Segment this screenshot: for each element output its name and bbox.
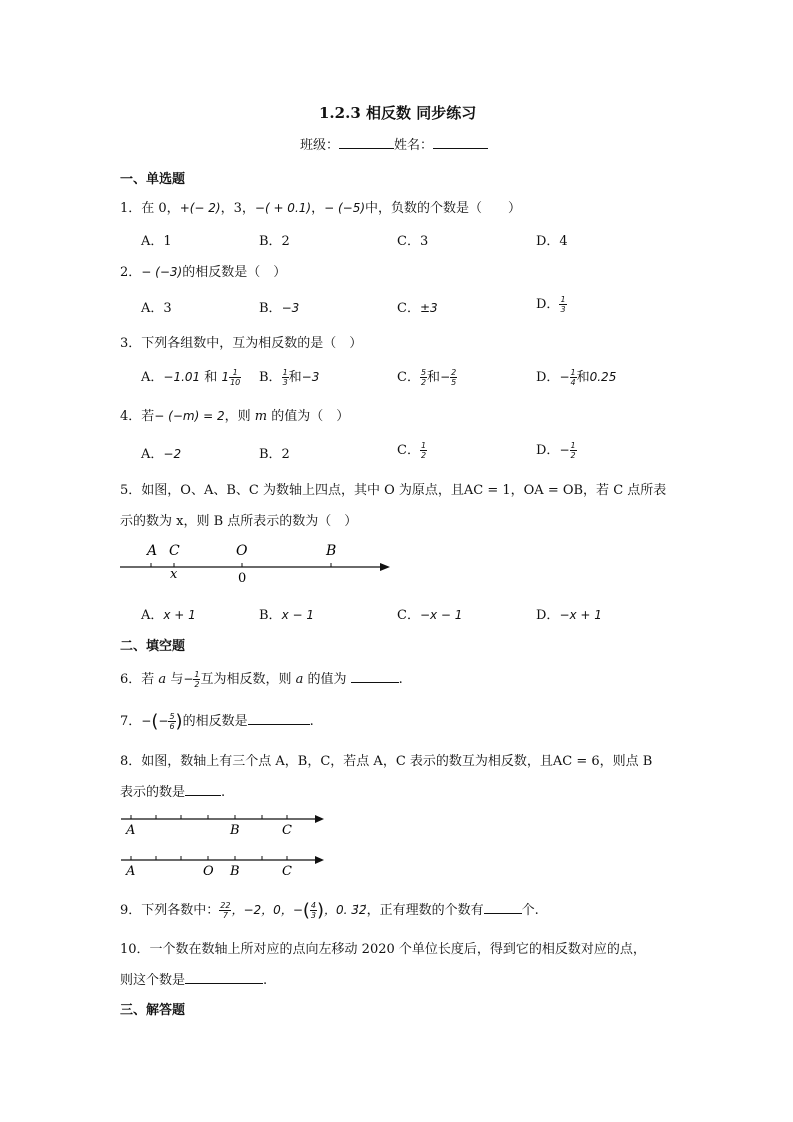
- math-expression: − (−3): [141, 265, 183, 279]
- q4-option-d[interactable]: [536, 439, 577, 460]
- question-3: [120, 332, 362, 351]
- question-text: 互为相反数，则: [200, 672, 296, 687]
- numerator: 5: [169, 712, 175, 721]
- option-value: −x − 1: [419, 608, 463, 622]
- option-value: −x + 1: [559, 608, 602, 622]
- q2-option-d[interactable]: [536, 293, 567, 314]
- numerator: 1: [420, 441, 427, 450]
- question-number: 6．: [120, 672, 142, 687]
- question-text: 一个数在数轴上所对应的点向左移动 2020 个单位长度后，得到它的相反数对应的点，: [149, 942, 646, 957]
- question-text: 的值为: [303, 672, 351, 687]
- option-label: D．: [536, 608, 560, 623]
- question-10: [120, 938, 646, 957]
- answer-blank[interactable]: [185, 783, 221, 796]
- variable: m: [254, 409, 268, 424]
- question-8-line2: [120, 781, 225, 800]
- numerator: 1: [570, 441, 576, 450]
- math-expression: − (−5): [324, 201, 366, 215]
- fraction: [570, 368, 577, 387]
- q2-option-c[interactable]: [397, 297, 438, 316]
- section-heading-fill-blank: 二、填空题: [120, 639, 186, 654]
- question-7: [120, 710, 314, 732]
- number-line-2: [121, 856, 324, 879]
- answer-blank[interactable]: [484, 901, 522, 914]
- question-text: 的相反数是（ ）: [182, 265, 287, 280]
- fraction: [570, 441, 577, 460]
- q3-option-a[interactable]: [141, 366, 241, 387]
- q3-option-c[interactable]: [397, 366, 457, 387]
- numerator: 1: [229, 368, 241, 378]
- fraction: [282, 368, 289, 387]
- point-label-c: C: [169, 543, 180, 559]
- paren-close: ): [175, 711, 183, 732]
- point-label-c: C: [282, 864, 292, 879]
- option-value: −2: [163, 447, 182, 461]
- option-value: x − 1: [281, 608, 314, 622]
- math-expression: − (−m) = 2: [154, 409, 225, 423]
- point-label-c: C: [282, 823, 292, 838]
- numerator: 22: [220, 901, 231, 910]
- name-label: 姓名：: [394, 138, 434, 153]
- q1-option-a[interactable]: A．1: [141, 234, 172, 249]
- question-text: 若: [141, 409, 155, 424]
- option-value: x + 1: [163, 608, 196, 622]
- option-label: B．: [259, 301, 282, 316]
- value-label-x: x: [170, 567, 178, 582]
- denominator: 3: [310, 911, 316, 920]
- question-text: 在 0，: [141, 201, 180, 216]
- question-text: 下列各组数中，互为相反数的是（ ）: [141, 336, 363, 351]
- question-number: 1．: [120, 201, 142, 216]
- question-4: [120, 405, 349, 424]
- number-line-1: [121, 815, 324, 838]
- question-9: [120, 899, 539, 921]
- question-number: 7．: [120, 714, 142, 729]
- q3-option-d[interactable]: [536, 366, 616, 387]
- math-expression: +(− 2): [179, 201, 221, 215]
- denominator: 5: [451, 378, 457, 387]
- q3-option-b[interactable]: [259, 366, 319, 387]
- section-heading-answer: 三、解答题: [120, 1003, 186, 1018]
- question-text: 表示的数是: [120, 785, 186, 800]
- option-label: A．: [141, 370, 164, 385]
- option-value: 0.25: [589, 370, 617, 384]
- period: .: [309, 714, 314, 729]
- numerator: 2: [451, 368, 457, 377]
- question-8: [120, 750, 652, 769]
- option-text: 和: [200, 370, 222, 385]
- point-label-a: A: [126, 864, 136, 879]
- numerator: 1: [560, 295, 566, 304]
- fraction: [559, 295, 566, 314]
- denominator: 3: [560, 305, 566, 314]
- question-text: ，则: [224, 409, 255, 424]
- answer-blank[interactable]: [351, 670, 399, 683]
- denominator: 10: [230, 378, 241, 387]
- question-text: 则这个数是: [120, 973, 186, 988]
- question-10-line2: [120, 969, 267, 988]
- page-title: 1.2.3 相反数 同步练习: [319, 104, 477, 122]
- option-value: 1: [221, 370, 230, 384]
- question-2: [120, 261, 286, 280]
- question-number: 10．: [120, 942, 150, 957]
- name-blank[interactable]: [433, 136, 488, 149]
- option-text: 和: [576, 370, 590, 385]
- minus-sign: −: [559, 443, 570, 457]
- math-expression: −( + 0.1): [254, 201, 312, 215]
- numerator: 5: [420, 368, 427, 377]
- q5-option-a[interactable]: [141, 604, 196, 623]
- minus-sign: −: [141, 714, 152, 728]
- question-text: ，3，: [220, 201, 255, 216]
- question-6: [120, 668, 403, 689]
- q4-option-a[interactable]: [141, 443, 181, 462]
- option-label: D．: [536, 443, 560, 458]
- paren-open: (: [151, 711, 159, 732]
- minus-sign: −: [559, 370, 570, 384]
- number-lines-q8: [118, 810, 338, 882]
- numerator: 4: [310, 901, 316, 910]
- denominator: 2: [570, 451, 576, 460]
- minus-sign: −: [158, 714, 169, 728]
- point-label-o: O: [203, 864, 214, 879]
- class-blank[interactable]: [339, 136, 394, 149]
- number-list: ，−2，0，: [231, 903, 293, 917]
- minus-sign: −: [292, 903, 303, 917]
- period: .: [263, 973, 268, 988]
- class-label: 班级：: [300, 138, 340, 153]
- denominator: 6: [169, 722, 175, 731]
- option-value: −1.01: [163, 370, 201, 384]
- option-text: 和: [427, 370, 441, 385]
- question-text: ，正有理数的个数有: [366, 903, 484, 918]
- numerator: 1: [282, 368, 288, 377]
- question-text: 如图，数轴上有三个点 A，B，C，若点 A，C 表示的数互为相反数，且AC = 6，则点 B: [141, 754, 653, 769]
- period: .: [398, 672, 403, 687]
- question-text: ，: [311, 201, 325, 216]
- point-label-b: B: [230, 823, 240, 838]
- numerator: 1: [570, 368, 576, 377]
- option-label: A．: [141, 608, 164, 623]
- number-line-q5: [118, 538, 398, 588]
- q1-option-b[interactable]: B．2: [259, 234, 290, 249]
- section-heading-single-choice: 一、单选题: [120, 172, 186, 187]
- question-text: 个.: [521, 903, 539, 918]
- denominator: 2: [194, 680, 200, 689]
- q1-option-d[interactable]: D．4: [536, 234, 568, 249]
- denominator: 7: [222, 911, 228, 920]
- q4-option-c[interactable]: [397, 439, 427, 460]
- option-value: −3: [301, 370, 320, 384]
- question-number: 3．: [120, 336, 142, 351]
- question-number: 8．: [120, 754, 142, 769]
- point-label-o: O: [236, 543, 248, 559]
- option-text: 和: [288, 370, 302, 385]
- class-name-line: [300, 134, 488, 153]
- variable: a: [158, 672, 167, 687]
- q1-option-c[interactable]: C．3: [397, 234, 429, 249]
- question-5: [120, 479, 666, 498]
- q5-option-d[interactable]: [536, 604, 602, 623]
- fraction: [310, 901, 317, 920]
- denominator: 2: [420, 378, 427, 387]
- question-number: 5．: [120, 483, 142, 498]
- option-label: C．: [397, 301, 420, 316]
- point-label-a: A: [126, 823, 136, 838]
- question-text: 与: [166, 672, 184, 687]
- axis-arrow: [315, 856, 324, 864]
- question-text: 若: [141, 672, 159, 687]
- denominator: 2: [420, 451, 427, 460]
- option-label: C．: [397, 608, 420, 623]
- denominator: 4: [570, 378, 576, 387]
- question-text: 中，负数的个数是（ ）: [365, 201, 522, 216]
- fraction: [450, 368, 457, 387]
- option-label: D．: [536, 370, 560, 385]
- option-label: D．: [536, 297, 560, 312]
- question-1: [120, 197, 521, 216]
- fraction: [420, 441, 427, 460]
- question-number: 2．: [120, 265, 142, 280]
- paren-close: ): [317, 900, 325, 921]
- axis-arrow: [380, 563, 390, 571]
- point-label-a: A: [147, 543, 158, 559]
- answer-blank[interactable]: [185, 971, 263, 984]
- q5-option-b[interactable]: [259, 604, 314, 623]
- option-label: C．: [397, 443, 420, 458]
- period: .: [221, 785, 226, 800]
- value-label-zero: 0: [238, 571, 247, 586]
- answer-blank[interactable]: [248, 712, 310, 725]
- minus-sign: −: [440, 370, 451, 384]
- point-label-b: B: [230, 864, 240, 879]
- question-text: 如图，O、A、B、C 为数轴上四点，其中 O 为原点，且AC = 1，OA = OB，若 C 点所表: [141, 483, 667, 498]
- option-label: C．: [397, 370, 420, 385]
- option-value: −3: [281, 301, 300, 315]
- variable: a: [295, 672, 304, 687]
- fraction: [168, 712, 175, 731]
- denominator: 3: [282, 378, 288, 387]
- q4-option-b[interactable]: B．2: [259, 447, 290, 462]
- fraction: [229, 368, 241, 387]
- question-text: 的相反数是: [182, 714, 248, 729]
- option-label: B．: [259, 608, 282, 623]
- repeating-decimal: ，0. 3̇2̇: [324, 903, 367, 917]
- question-number: 9．: [120, 903, 142, 918]
- axis-arrow: [315, 815, 324, 823]
- numerator: 1: [194, 670, 200, 679]
- option-label: A．: [141, 447, 164, 462]
- q2-option-b[interactable]: [259, 297, 299, 316]
- paren-open: (: [302, 900, 310, 921]
- minus-sign: −: [183, 672, 194, 686]
- option-value: ±3: [419, 301, 438, 315]
- question-number: 4．: [120, 409, 142, 424]
- question-text: 的值为（ ）: [267, 409, 350, 424]
- fraction: [219, 901, 231, 920]
- option-label: B．: [259, 370, 282, 385]
- q2-option-a[interactable]: A．3: [141, 301, 172, 316]
- point-label-b: B: [326, 543, 337, 559]
- question-text: 下列各数中：: [141, 903, 220, 918]
- fraction: [420, 368, 427, 387]
- question-5-line2: 示的数为 x，则 B 点所表示的数为（ ）: [120, 514, 358, 529]
- q5-option-c[interactable]: [397, 604, 462, 623]
